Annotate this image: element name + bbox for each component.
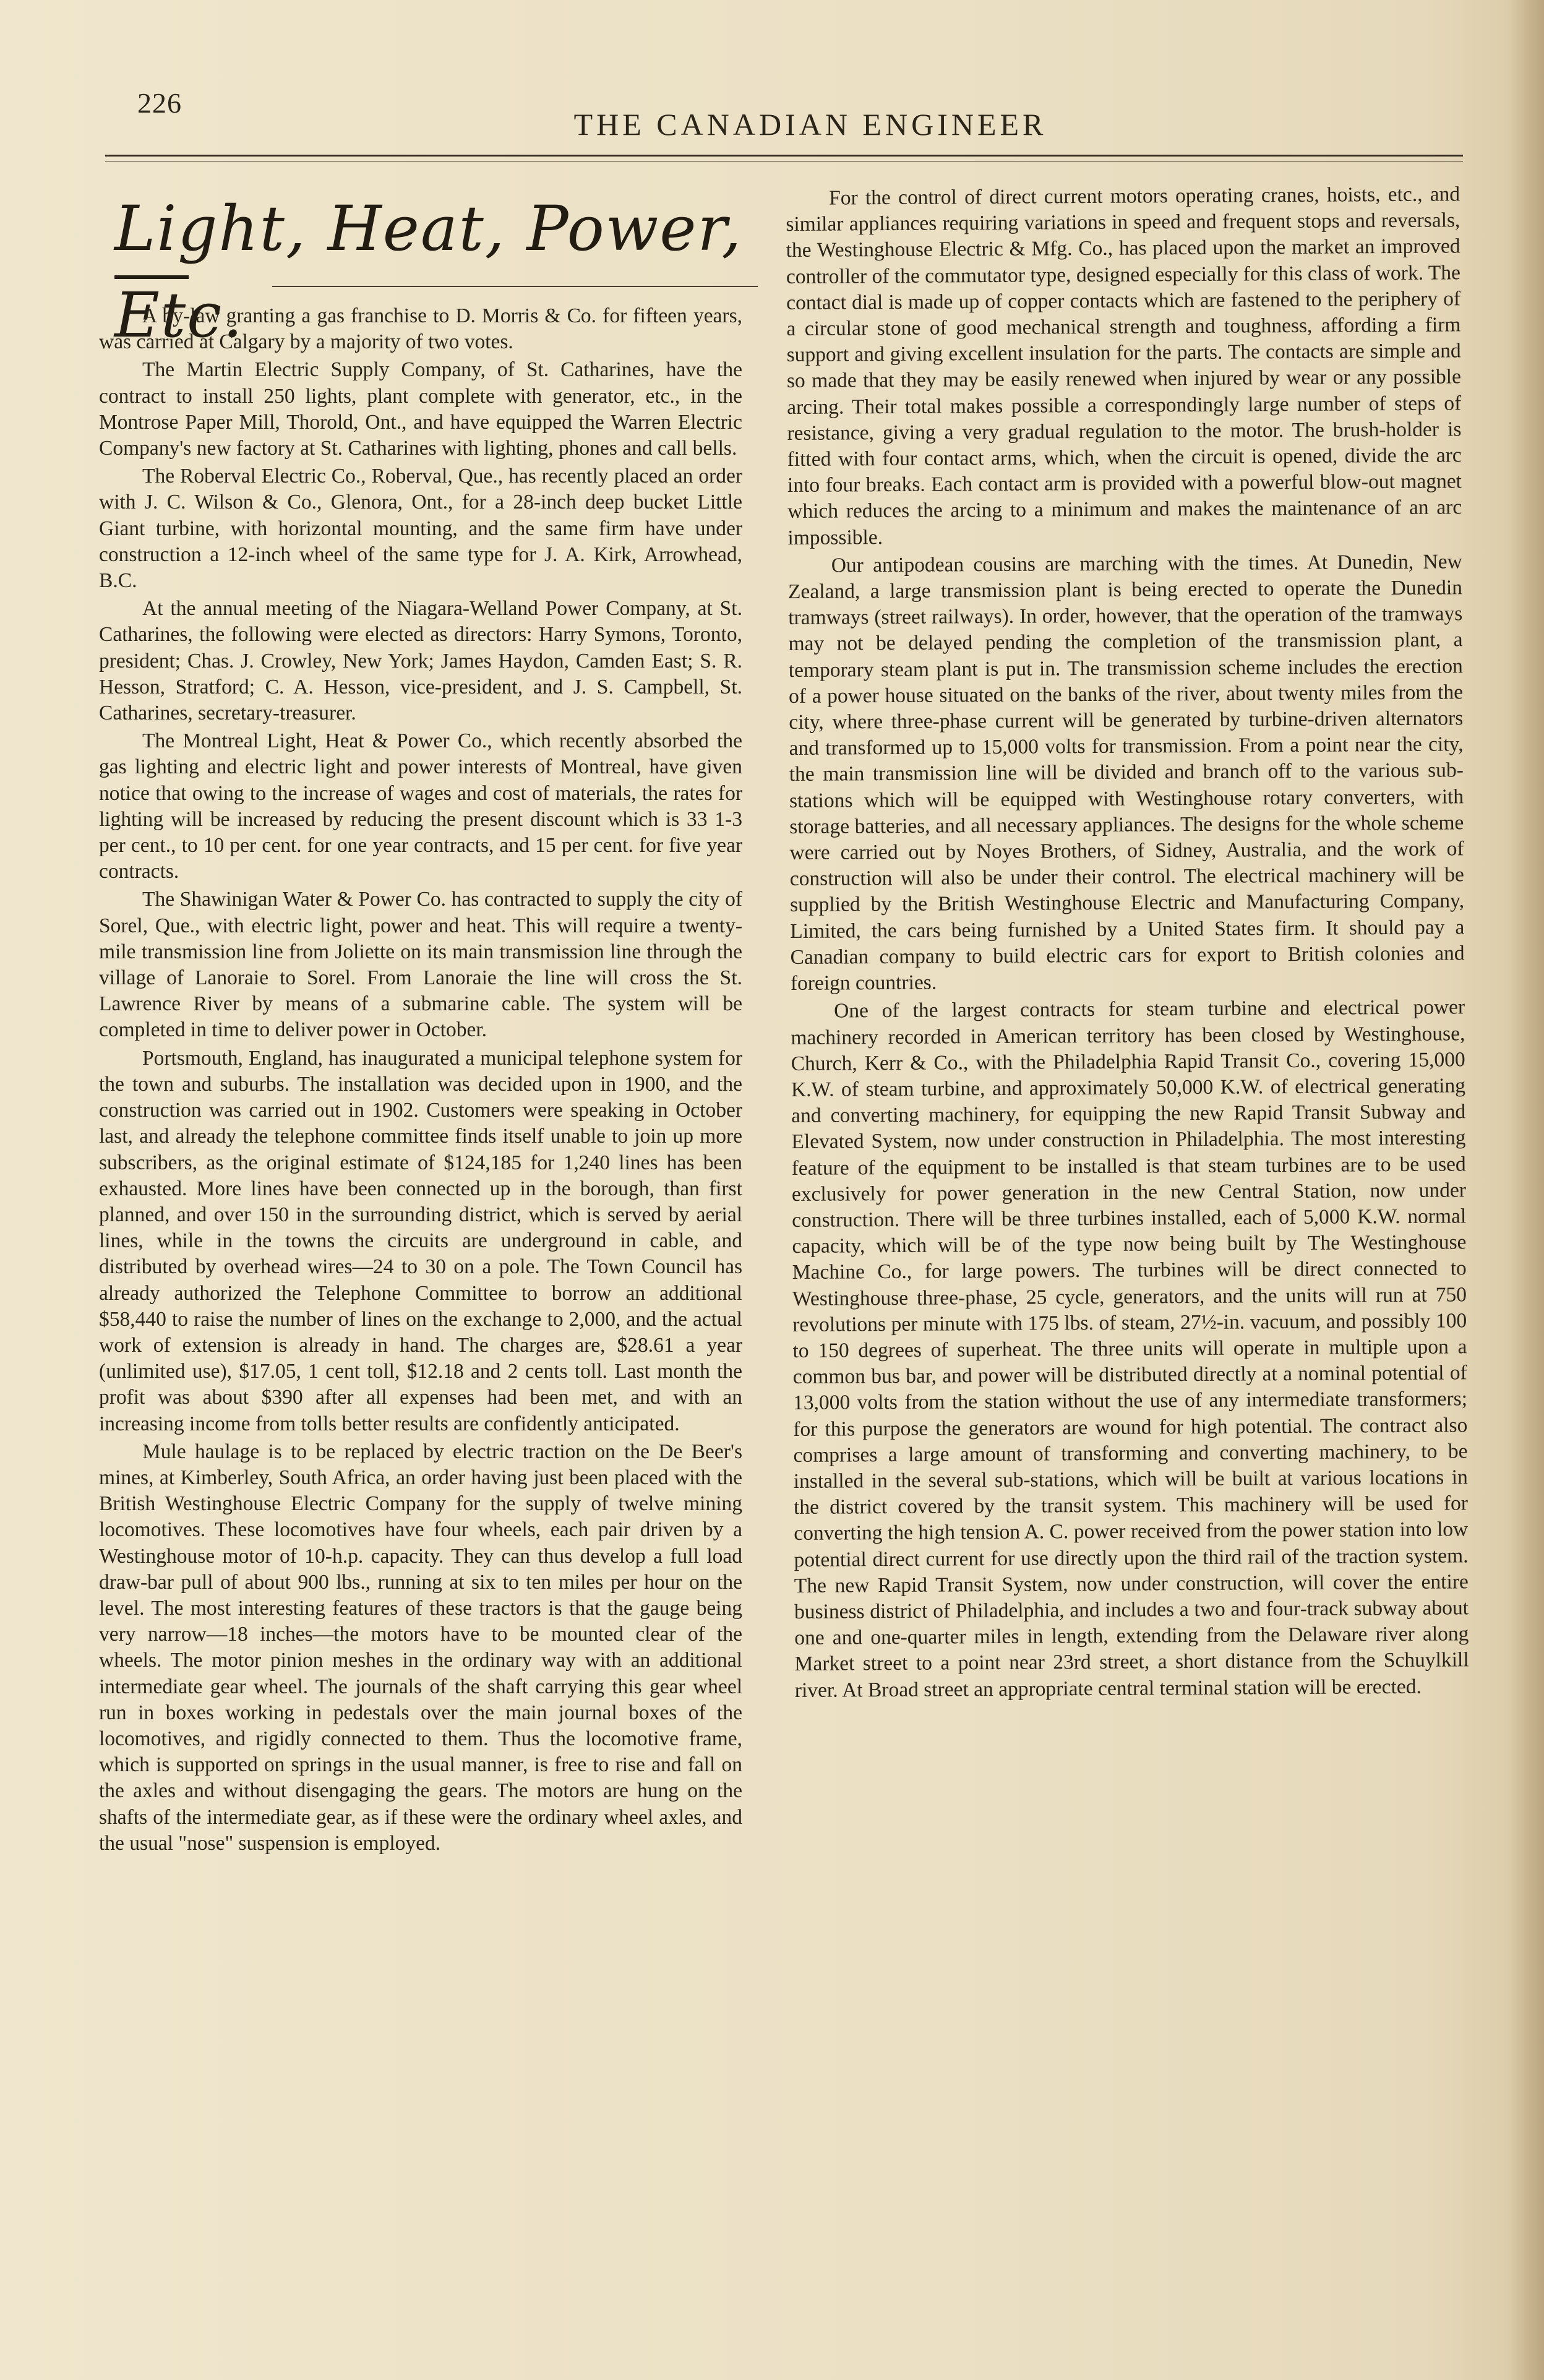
journal-title: THE CANADIAN ENGINEER: [573, 107, 1047, 142]
article-paragraph: The Martin Electric Supply Company, of St. Catharines, have the contract to install 250 lights, plant complete with generator, etc., in the Montrose Paper Mill, Thorold, Ont., and have equipped the Warren Electric Company's new factory at St. Catharines with lighting, phones and call bells.: [99, 358, 742, 460]
article-paragraph: Portsmouth, England, has inaugurated a municipal telephone system for the town and suburbs. The installation was decided upon in 1900, and the construction was carried out in 1902. Customers were speaking in October last, and already the telephone committee finds itself unable to join up more subscribers, as the original estimate of $124,185 for 1,240 lines has been exhausted. More lines have been connected up in the borough, than first planned, and over 150 in the surrounding district, which is served by aerial lines, while in the towns the circuits are underground in cable, and distributed by overhead wires—24 to 30 on a pole. The Town Council has already authorized the Telephone Committee to borrow an additional $58,440 to raise the number of lines on the exchange to 2,000, and the actual work of extension is already in hand. The charges are, $28.61 a year (unlimited use), $17.05, 1 cent toll, $12.18 and 2 cents toll. Last month the profit was about $390 after all expenses had been met, and with an increasing income from tolls better results are confidently anticipated.: [99, 1046, 742, 1435]
article-paragraph: The Roberval Electric Co., Roberval, Que., has recently placed an order with J. C. Wilson & Co., Glenora, Ont., for a 28-inch deep bucket Little Giant turbine, with horizontal mounting, and the same firm have under construction a 12-inch wheel of the same type for J. A. Kirk, Arrowhead, B.C.: [99, 465, 742, 593]
right-column: [786, 181, 1469, 1705]
article-paragraph: The Shawinigan Water & Power Co. has contracted to supply the city of Sorel, Que., with electric light, power and heat. This will require a twenty-mile transmission line from Joliette on its main transmission line through the village of Lanoraie to Sorel. From Lanoraie the line will cross the St. Lawrence River by means of a submarine cable. The system will be completed in time to deliver power in October.: [99, 888, 742, 1042]
page-number: 226: [137, 87, 182, 119]
section-title: Light, Heat, Power, Etc.: [114, 192, 743, 351]
left-column: [99, 303, 742, 1858]
article-paragraph: Our antipodean cousins are marching with the times. At Dunedin, New Zealand, a large transmission plant is being erected to operate the Dunedin tramways (street railways). In order, however, that the operation of the tramways may not be delayed pending the completion of the transmission plant, a temporary steam plant is put in. The transmission scheme includes the erection of a power house situated on the banks of the river, about twenty miles from the city, where three-phase current will be generated by turbine-driven alternators and transformed up to 15,000 volts for transmission. From a point near the city, the main transmission line will be divided and branch off to the various sub-stations which will be equipped with Westinghouse rotary converters, with storage batteries, and all necessary appliances. The designs for the whole scheme were carried out by Noyes Brothers, of Sidney, Australia, and the work of construction will also be under their control. The electrical machinery will be supplied by the British Westinghouse Electric and Manufacturing Company, Limited, the cars being furnished by a United States firm. It should pay a Canadian company to build electric cars for export to British colonies and foreign countries.: [787, 550, 1465, 995]
article-paragraph: One of the largest contracts for steam turbine and electrical power machinery recorded in American territory has been closed by Westinghouse, Church, Kerr & Co., with the Philadelphia Rapid Transit Co., covering 15,000 K.W. of steam turbine, and approximately 50,000 K.W. of electrical generating and converting machinery, for equipping the new Rapid Transit Subway and Elevated System, now under construction in Philadelphia. The most interesting feature of the equipment to be installed is that steam turbines are to be used exclusively for power generation in the new Central Station, now under construction. There will be three turbines installed, each of 5,000 K.W. normal capacity, which will be of the type now being built by The Westinghouse Machine Co., for large powers. The turbines will be direct connected to Westinghouse three-phase, 25 cycle, generators, and the units will run at 750 revolutions per minute with 175 lbs. of steam, 27½-in. vacuum, and possibly 100 to 150 degrees of superheat. The three units will operate in multiple upon a common bus bar, and power will be distributed directly at a nominal potential of 13,000 volts from the station without the use of any intermediate transformers; for this purpose the generators are wound for high potential. The contract also comprises a large amount of transforming and converting machinery, to be installed in the several sub-stations, which will be built at various locations in the district covered by the transit system. This machinery will be used for converting the high tension A. C. power received from the power station into low potential direct current for use directly upon the third rail of the traction system. The new Rapid Transit System, now under construction, will cover the entire business district of Philadelphia, and includes a two and four-track subway about one and one-quarter miles in length, extending from the Delaware river along Market street to a point near 23rd street, a short distance from the Schuylkill river. At Broad street an appropriate central terminal station will be erected.: [791, 995, 1469, 1702]
article-paragraph: Mule haulage is to be replaced by electric traction on the De Beer's mines, at Kimberley, South Africa, an order having just been placed with the British Westinghouse Electric Company for the supply of twelve mining locomotives. These locomotives have four wheels, each pair driven by a Westinghouse motor of 10-h.p. capacity. They can thus develop a full load draw-bar pull of about 900 lbs., running at six to ten miles per hour on the level. The most interesting features of these tractors is that the gauge being very narrow—18 inches—the motors have to be mounted clear of the wheels. The motor pinion meshes in the ordinary way with an additional intermediate gear wheel. The journals of the shaft carrying this gear wheel run in boxes working in pedestals over the main journal boxes of the locomotives, and rigidly connected to them. Thus the locomotive frame, which is supported on springs in the usual manner, is free to rise and fall on the axles and without disengaging the gears. The motors are hung on the shafts of the intermediate gear, as if these were the ordinary wheel axles, and the usual "nose" suspension is employed.: [99, 1440, 742, 1855]
title-rule: [272, 286, 758, 287]
article-paragraph: For the control of direct current motors operating cranes, hoists, etc., and similar appliances requiring variations in speed and frequent stops and reversals, the Westinghouse Electric & Mfg. Co., has placed upon the market an improved controller of the commutator type, designed especially for this class of work. The contact dial is made up of copper contacts which are fastened to the periphery of a circular stone of good mechanical strength and toughness, affording a firm support and giving excellent insulation for the parts. The contacts are simple and so made that they may be easily renewed when injured by wear or any possible arcing. Their total makes possible a correspondingly large number of steps of resistance, giving a very gradual regulation to the motor. The brush-holder is fitted with four contact arms, which, when the circuit is opened, divide the arc into four breaks. Each contact arm is provided with a powerful blow-out magnet which reduces the arcing to a minimum and makes the maintenance of an arc impossible.: [786, 183, 1462, 549]
page-edge-shadow: [1507, 0, 1544, 2380]
article-paragraph: At the annual meeting of the Niagara-Welland Power Company, at St. Catharines, the following were elected as directors: Harry Symons, Toronto, president; Chas. J. Crowley, New York; James Haydon, Camden East; S. R. Hesson, Stratford; C. A. Hesson, vice-president, and J. S. Campbell, St. Catharines, secretary-treasurer.: [99, 597, 742, 725]
article-paragraph: A by-law granting a gas franchise to D. Morris & Co. for fifteen years, was carried at Calgary by a majority of two votes.: [99, 304, 742, 354]
article-paragraph: The Montreal Light, Heat & Power Co., which recently absorbed the gas lighting and electric light and power interests of Montreal, have given notice that owing to the increase of wages and cost of materials, the rates for lighting will be increased by reducing the present discount which is 33 1-3 per cent., to 10 per cent. for one year contracts, and 15 per cent. for five year contracts.: [99, 729, 742, 883]
header-rule: [105, 155, 1463, 157]
title-flourish: [114, 275, 189, 279]
